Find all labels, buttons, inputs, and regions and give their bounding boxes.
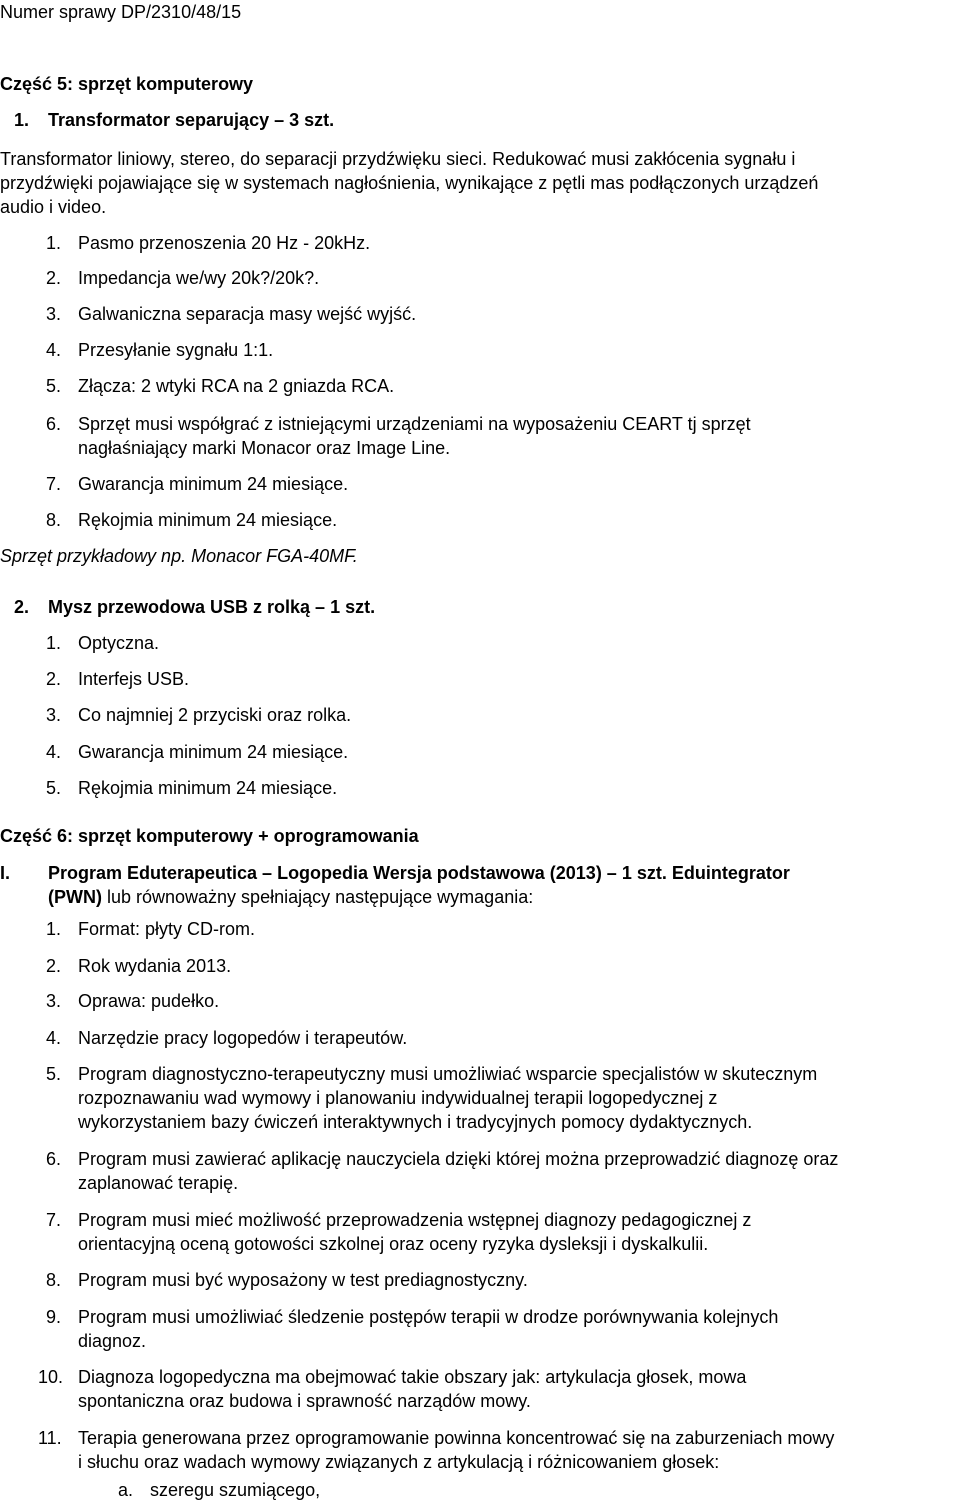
spec-text: Diagnoza logopedyczna ma obejmować takie obszary jak: artykulacja głosek, mowa	[78, 1367, 747, 1387]
spec-number: 8.	[46, 1270, 62, 1290]
spec-number: 4.	[46, 742, 62, 762]
part6-item1-heading: Program Eduterapeutica – Logopedia Wersja podstawowa (2013) – 1 szt. Eduintegrator	[48, 863, 790, 883]
spec-number: 8.	[46, 510, 62, 530]
spec-number: 5.	[46, 778, 62, 798]
spec-text-continued: i słuchu oraz wadach wymowy związanych z artykulacją i różnicowaniem głosek:	[78, 1452, 720, 1472]
spec-text-continued: orientacyjną oceną gotowości szkolnej oraz oceny ryzyka dysleksji i dyskalkulii.	[78, 1234, 709, 1254]
part5-item1-heading: Transformator separujący – 3 szt.	[48, 110, 335, 130]
subitem-text: szeregu szumiącego,	[150, 1480, 321, 1500]
part5-item2-heading: Mysz przewodowa USB z rolką – 1 szt.	[48, 597, 376, 617]
spec-number: 1.	[46, 633, 62, 653]
spec-number: 7.	[46, 1210, 62, 1230]
spec-number: 2.	[46, 669, 62, 689]
spec-number: 10.	[38, 1367, 64, 1387]
spec-number: 6.	[46, 414, 62, 434]
section-title-part6: Część 6: sprzęt komputerowy + oprogramowania	[0, 826, 419, 846]
part6-item1-heading-rest: lub równoważny spełniający następujące wymagania:	[101, 887, 534, 907]
spec-text: Program musi zawierać aplikację nauczyciela dzięki której można przeprowadzić diagnozę oraz	[78, 1149, 839, 1169]
spec-number: 7.	[46, 474, 62, 494]
spec-text: Pasmo przenoszenia 20 Hz - 20kHz.	[78, 233, 371, 253]
part5-item1-number: 1.	[14, 110, 30, 130]
case-number: Numer sprawy DP/2310/48/15	[0, 2, 242, 22]
spec-text: Format: płyty CD-rom.	[78, 919, 256, 939]
spec-text: Terapia generowana przez oprogramowanie powinna koncentrować się na zaburzeniach mowy	[78, 1428, 835, 1448]
spec-text-continued: nagłaśniający marki Monacor oraz Image Line.	[78, 438, 451, 458]
spec-text-continued: zaplanować terapię.	[78, 1173, 239, 1193]
spec-text-continued: rozpoznawaniu wad wymowy i planowaniu indywidualnej terapii logopedycznej z	[78, 1088, 718, 1108]
spec-text: Interfejs USB.	[78, 669, 190, 689]
spec-number: 5.	[46, 376, 62, 396]
part5-item1-desc-line1: Transformator liniowy, stereo, do separacji przydźwięku sieci. Redukować musi zakłócenia sygnału i	[0, 149, 796, 169]
spec-text: Przesyłanie sygnału 1:1.	[78, 340, 274, 360]
spec-text: Sprzęt musi współgrać z istniejącymi urządzeniami na wyposażeniu CEART tj sprzęt	[78, 414, 751, 434]
spec-text: Oprawa: pudełko.	[78, 991, 220, 1011]
spec-text: Program diagnostyczno-terapeutyczny musi umożliwiać wsparcie specjalistów w skutecznym	[78, 1064, 818, 1084]
subitem-letter: a.	[118, 1480, 134, 1500]
spec-text: Program musi umożliwiać śledzenie postępów terapii w drodze porównywania kolejnych	[78, 1307, 779, 1327]
spec-text: Impedancja we/wy 20k?/20k?.	[78, 268, 320, 288]
example-product: Sprzęt przykładowy np. Monacor FGA-40MF.	[0, 546, 358, 566]
spec-number: 4.	[46, 340, 62, 360]
part6-item1-number: I.	[0, 863, 11, 883]
spec-number: 2.	[46, 956, 62, 976]
spec-text: Program musi mieć możliwość przeprowadzenia wstępnej diagnozy pedagogicznej z	[78, 1210, 752, 1230]
spec-text: Gwarancja minimum 24 miesiące.	[78, 742, 349, 762]
spec-text: Narzędzie pracy logopedów i terapeutów.	[78, 1028, 408, 1048]
part5-item1-desc-line3: audio i video.	[0, 197, 107, 217]
spec-text: Gwarancja minimum 24 miesiące.	[78, 474, 349, 494]
part5-item1-desc-line2: przydźwięki pojawiające się w systemach nagłośnienia, wynikające z pętli mas podłączonych urządzeń	[0, 173, 819, 193]
spec-number: 2.	[46, 268, 62, 288]
spec-text: Rok wydania 2013.	[78, 956, 232, 976]
spec-number: 5.	[46, 1064, 62, 1084]
part6-item1-heading-pwn: (PWN)	[48, 887, 102, 907]
spec-number: 4.	[46, 1028, 62, 1048]
spec-number: 9.	[46, 1307, 62, 1327]
spec-number: 3.	[46, 304, 62, 324]
spec-number: 3.	[46, 705, 62, 725]
spec-number: 1.	[46, 233, 62, 253]
spec-number: 6.	[46, 1149, 62, 1169]
spec-text: Program musi być wyposażony w test prediagnostyczny.	[78, 1270, 528, 1290]
spec-text-continued: spontaniczna oraz budowa i sprawność narządów mowy.	[78, 1391, 531, 1411]
spec-text: Co najmniej 2 przyciski oraz rolka.	[78, 705, 352, 725]
spec-text: Optyczna.	[78, 633, 160, 653]
spec-number: 11.	[38, 1428, 62, 1448]
spec-number: 1.	[46, 919, 62, 939]
spec-text-continued: wykorzystaniem bazy ćwiczeń interaktywnych i tradycyjnych pomocy dydaktycznych.	[78, 1112, 753, 1132]
spec-text: Złącza: 2 wtyki RCA na 2 gniazda RCA.	[78, 376, 395, 396]
spec-text: Rękojmia minimum 24 miesiące.	[78, 778, 338, 798]
section-title-part5: Część 5: sprzęt komputerowy	[0, 74, 254, 94]
spec-number: 3.	[46, 991, 62, 1011]
part5-item2-number: 2.	[14, 597, 30, 617]
part6-item1-heading-line2	[48, 885, 533, 909]
spec-text: Rękojmia minimum 24 miesiące.	[78, 510, 338, 530]
spec-text: Galwaniczna separacja masy wejść wyjść.	[78, 304, 417, 324]
spec-text-continued: diagnoz.	[78, 1331, 147, 1351]
